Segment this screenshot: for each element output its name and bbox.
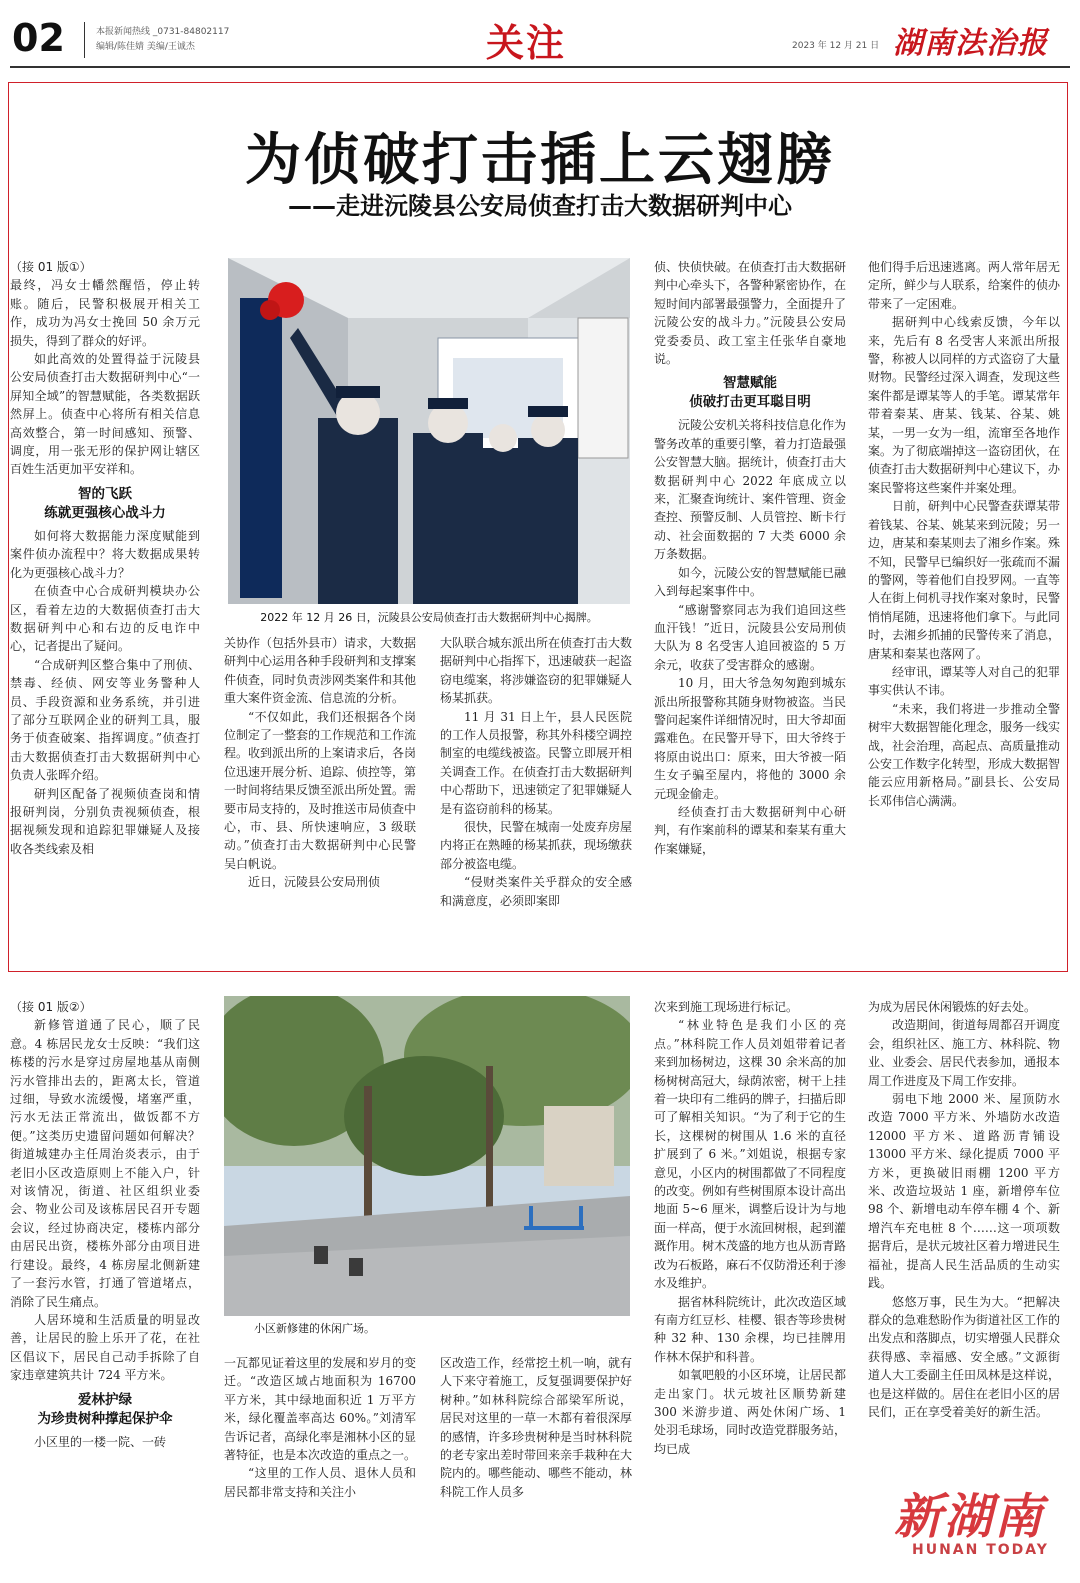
subheading-line: 练就更强核心战斗力	[44, 504, 166, 521]
paragraph: 经审讯，谭某等人对自己的犯罪事实供认不讳。	[868, 664, 1060, 698]
header-divider	[84, 22, 85, 58]
story1-subtitle: ——走进沅陵县公安局侦查打击大数据研判中心	[288, 192, 792, 220]
continuation-note: （接 01 版②）	[10, 1000, 92, 1014]
paragraph: 据省林科院统计，此次改造区域有南方红豆杉、桂樱、银杏等珍贵树种 32 种、130 余棵，均已挂牌用作林木保护和科普。	[654, 1294, 846, 1364]
paragraph: 为成为居民休闲锻炼的好去处。	[868, 1000, 1037, 1014]
paragraph: 最终，冯女士幡然醒悟，停止转账。随后，民警积极展开相关工作，成功为冯女士挽回 50 余万元损失，得到了群众的好评。	[10, 278, 200, 348]
editor-credits: 编辑/陈佳婧 美编/王诚杰	[96, 42, 195, 52]
paragraph: “侵财类案件关乎群众的安全感和满意度，必须即案即	[440, 875, 632, 908]
paragraph: 小区里的一楼一院、一砖	[34, 1434, 167, 1449]
issue-date: 2023 年 12 月 21 日	[792, 41, 880, 51]
news-hotline: 本报新闻热线 _0731-84802117	[96, 27, 230, 37]
paragraph: 关协作（包括外县市）请求，大数据研判中心运用各种手段研判和支撑案件侦查，同时负责涉网类案件和其他重大案件资金流、信息流的分析。	[224, 636, 416, 706]
story1-title: 为侦破打击插上云翅膀	[245, 128, 835, 193]
paragraph: 日前，研判中心民警查获谭某带着钱某、谷某、姚某来到沅陵；另一边，唐某和秦某则去了湘乡作案。殊不知，民警早已编织好一张疏而不漏的警网，等着他们自投罗网。一直等人在街上伺机寻找作案对象时，民警悄悄尾随，迅速将他们拿下。与此同时，去湘乡抓捕的民警传来了消息，唐某和秦某也落网了。	[868, 499, 1060, 661]
paragraph: 他们得手后迅速逃离。两人常年居无定所，鲜少与人联系，给案件的侦办带来了一定困难。	[868, 260, 1060, 311]
story2-column-3	[440, 1354, 632, 1576]
story2-photo-caption: 小区新修建的休闲广场。	[254, 1322, 375, 1335]
watermark-caption: HUNAN TODAY	[912, 1542, 1049, 1558]
story2-column-2	[224, 1354, 416, 1576]
paragraph: 很快，民警在城南一处废弃房屋内将正在熟睡的杨某抓获，现场缴获部分被盗电缆。	[440, 820, 632, 871]
paragraph: 人居环境和生活质量的明显改善，让居民的脸上乐开了花，在社区倡议下，居民自己动手拆除了自家违章建筑共计 724 平方米。	[10, 1312, 200, 1383]
paragraph: 经侦查打击大数据研判中心研判，有作案前科的谭某和秦某有重大作案嫌疑，	[654, 804, 846, 856]
page-number: 02	[12, 16, 65, 60]
paragraph: 如何将大数据能力深度赋能到案件侦办流程中？将大数据成果转化为更强核心战斗力？	[10, 528, 200, 580]
paragraph: 如今，沅陵公安的智慧赋能已融入到每起案事件中。	[654, 565, 846, 599]
watermark-logo: 新湖南	[894, 1489, 1045, 1545]
story1-column-3	[440, 634, 632, 946]
paragraph: 弱电下地 2000 米、屋顶防水改造 7000 平方米、外墙防水改造 12000 平方米、道路沥青铺设 13000 平方米、绿化提质 7000 平方米，更换破旧雨棚 1200 平方米、改造垃圾站 1 座，新增停车位 98 个、新增电动车停车棚 4 个、新增汽车充电桩 8 个……这一项项数据背后，是状元坡社区着力增进民生福祉，提高人民生活品质的生动实践。	[868, 1092, 1060, 1291]
paragraph: 改造期间，街道每周都召开调度会，组织社区、施工方、林科院、物业、业委会、居民代表参加，通报本周工作进度及下周工作安排。	[868, 1018, 1060, 1088]
subheading-line: 爱林护绿	[78, 1391, 132, 1408]
story1-photo-caption: 2022 年 12 月 26 日，沅陵县公安局侦查打击大数据研判中心揭牌。	[260, 611, 598, 624]
paragraph: 侦、快侦快破。在侦查打击大数据研判中心牵头下，各警种紧密协作，在短时间内部署最强警力，全面提升了沅陵公安的战斗力。”沅陵县公安局党委委员、政工室主任张华自豪地说。	[654, 260, 846, 367]
paragraph: “感谢警察同志为我们追回这些血汗钱！”近日，沅陵县公安局刑侦大队为 8 名受害人追回被盗的 5 万余元，收获了受害群众的感谢。	[654, 602, 846, 672]
paragraph: 11 月 31 日上午，县人民医院的工作人员报警，称其外科楼空调控制室的电缆线被盗。民警立即展开相关调查工作。在侦查打击大数据研判中心帮助下，迅速锁定了犯罪嫌疑人是有盗窃前科的杨某。	[440, 709, 632, 816]
paragraph: 如氧吧般的小区环境，让居民都走出家门。状元坡社区顺势新建 300 米游步道、两处休闲广场、1 处羽毛球场，同时改造党群服务站，均已成	[654, 1368, 846, 1456]
subheading	[10, 485, 200, 523]
paragraph: 在侦查中心合成研判模块办公区，看着左边的大数据侦查打击大数据研判中心和右边的反电诈中心，记者提出了疑问。	[10, 584, 200, 654]
paragraph: “未来，我们将进一步推动全警树牢大数据智能化理念，服务一线实战，社会治理，高起点、高质量推动公安工作数字化转型，形成大数据智能云应用新格局。”副县长、公安局长邓伟信心满满。	[868, 701, 1060, 808]
subheading-line: 智慧赋能	[723, 375, 777, 392]
subheading	[10, 1391, 200, 1429]
paragraph: “不仅如此，我们还根据各个岗位制定了一整套的工作规范和工作流程。收到派出所的上案请求后，各岗位迅速开展分析、追踪、侦控等，第一时间将结果反馈至派出所处置。需要市局支持的，及时推送市局侦查中心，市、县、所快速响应，3 级联动。”侦查打击大数据研判中心民警吴白帆说。	[224, 709, 416, 871]
header-rule	[10, 66, 1070, 68]
paragraph: 一瓦都见证着这里的发展和岁月的变迁。“改造区域占地面积为 16700 平方米，其中绿地面积近 1 万平方米，绿化覆盖率高达 60%。”刘清军告诉记者，高绿化率是湘林小区的显著特征，也是本次改造的重点之一。	[224, 1356, 416, 1463]
paragraph: “这里的工作人员、退休人员和居民都非常支持和关注小	[224, 1466, 416, 1499]
continuation-note: （接 01 版①）	[10, 260, 92, 274]
paragraph: 大队联合城东派出所在侦查打击大数据研判中心指挥下，迅速破获一起盗窃电缆案，将涉嫌盗窃的犯罪嫌疑人杨某抓获。	[440, 636, 632, 706]
story2-column-4	[654, 998, 846, 1576]
subheading-line: 侦破打击更耳聪目明	[689, 394, 811, 411]
paragraph: 次来到施工现场进行标记。	[654, 1000, 799, 1014]
paragraph: “林业特色是我们小区的亮点。”林科院工作人员刘姐带着记者来到加杨树边，这棵 30 余米高的加杨树树高冠大，绿荫浓密，树干上挂着一块印有二维码的牌子，扫描后即可了解相关知识。“为了利于它的生长，这棵树的树围从 1.6 米的直径扩展到了 6 米。”刘姐说，根据专家意见，小区内的树围都做了不同程度的改变。例如有些树围原本设计高出地面 5~6 厘米，调整后设计为与地面一样高，便于水流回树根，起到灌溉作用。树木茂盛的地方也从沥青路改为石板路，麻石不仅防滑还利于渗水及维护。	[654, 1018, 846, 1291]
paragraph: 新修管道通了民心，顺了民意。4 栋居民龙女士反映：“我们这栋楼的污水是穿过房屋地基从南侧污水管排出去的，距离太长，管道过细，导致水流缓慢，堵塞严重，污水无法正常流出，做饭都不方便。”这类历史遗留问题如何解决？街道城建办主任周治炎表示，由于老旧小区改造原则上不能入户，针对该情况，街道、社区组织业委会、物业公司及该栋居民召开专题会议，经过协商决定，楼栋内部分由居民出资，楼栋外部分由项目进行建设。最终，4 栋房屋北侧新建了一套污水管，打通了管道堵点，消除了民生痛点。	[10, 1018, 200, 1309]
story1-column-2	[224, 634, 416, 946]
masthead-logo: 湖南法治报	[893, 26, 1048, 61]
story1-column-5	[868, 258, 1060, 946]
story1-column-1	[10, 258, 200, 946]
paragraph: 研判区配备了视频侦查岗和情报研判岗，分别负责视频侦查，根据视频发现和追踪犯罪嫌疑人及接收各类线索及相	[10, 786, 200, 856]
story1-photo	[228, 258, 630, 604]
paragraph: 近日，沅陵县公安局刑侦	[248, 875, 381, 890]
paragraph: 区改造工作，经常挖土机一响，就有人下来守着施工，反复强调要保护好树种。”如林科院综合部梁军所说，居民对这里的一草一木都有着很深厚的感情，许多珍贵树种是当时林科院的老专家出差时带回来亲手栽种在大院内的。哪些能动、哪些不能动，林科院工作人员多	[440, 1356, 632, 1499]
subheading-line: 智的飞跃	[78, 485, 132, 502]
story2-photo	[224, 996, 630, 1316]
section-title: 关注	[486, 20, 567, 65]
paragraph: 悠悠万事，民生为大。“把解决群众的急难愁盼作为街道社区工作的出发点和落脚点，切实增强人民群众获得感、幸福感、安全感。”文源街道人大工委副主任田凤林是这样说，也是这样做的。居住在老旧小区的居民们，正在享受着美好的新生活。	[868, 1294, 1060, 1419]
story2-column-1	[10, 998, 200, 1576]
paragraph: 沅陵公安机关将科技信息化作为警务改革的重要引擎，着力打造最强公安智慧大脑。据统计，侦查打击大数据研判中心 2022 年底成立以来，汇聚查询统计、案件管理、资金查控、预警反制、人员管控、断卡行动、社会面数据的 7 大类 6000 余万条数据。	[654, 418, 846, 562]
paragraph: 如此高效的处置得益于沅陵县公安局侦查打击大数据研判中心“一屏知全域”的智慧赋能，各类数据跃然屏上。侦查中心将所有相关信息高效整合，第一时间感知、预警、调度，用一张无形的保护网让辖区百姓生活更加平安祥和。	[10, 352, 200, 477]
paragraph: 10 月，田大爷急匆匆跑到城东派出所报警称其随身财物被盗。当民警问起案件详细情况时，田大爷却面露难色。在民警开导下，田大爷终于将原由说出口：原来，田大爷被一陌生女子骗至屋内，将他的 3000 余元现金偷走。	[654, 676, 846, 801]
subheading	[654, 374, 846, 412]
paragraph: 据研判中心线索反馈，今年以来，先后有 8 名受害人来派出所报警，称被人以同样的方式盗窃了大量财物。民警经过深入调查，发现这些案件都是谭某等人的手笔。谭某常年带着秦某、唐某、钱某、谷某、姚某，一男一女为一组，流窜至各地作案。为了彻底端掉这一盗窃团伙，在侦查打击大数据研判中心建议下，办案民警将这些案件并案处理。	[868, 315, 1060, 495]
paragraph: “合成研判区整合集中了刑侦、禁毒、经侦、网安等业务警种人员、手段资源和业务系统，并引进了部分互联网企业的研判工具，服务于侦查破案、指挥调度。”侦查打击大数据侦查打击大数据研判中心负责人张晖介绍。	[10, 657, 200, 783]
subheading-line: 为珍贵树种撑起保护伞	[37, 1410, 173, 1427]
story1-column-4	[654, 258, 846, 946]
